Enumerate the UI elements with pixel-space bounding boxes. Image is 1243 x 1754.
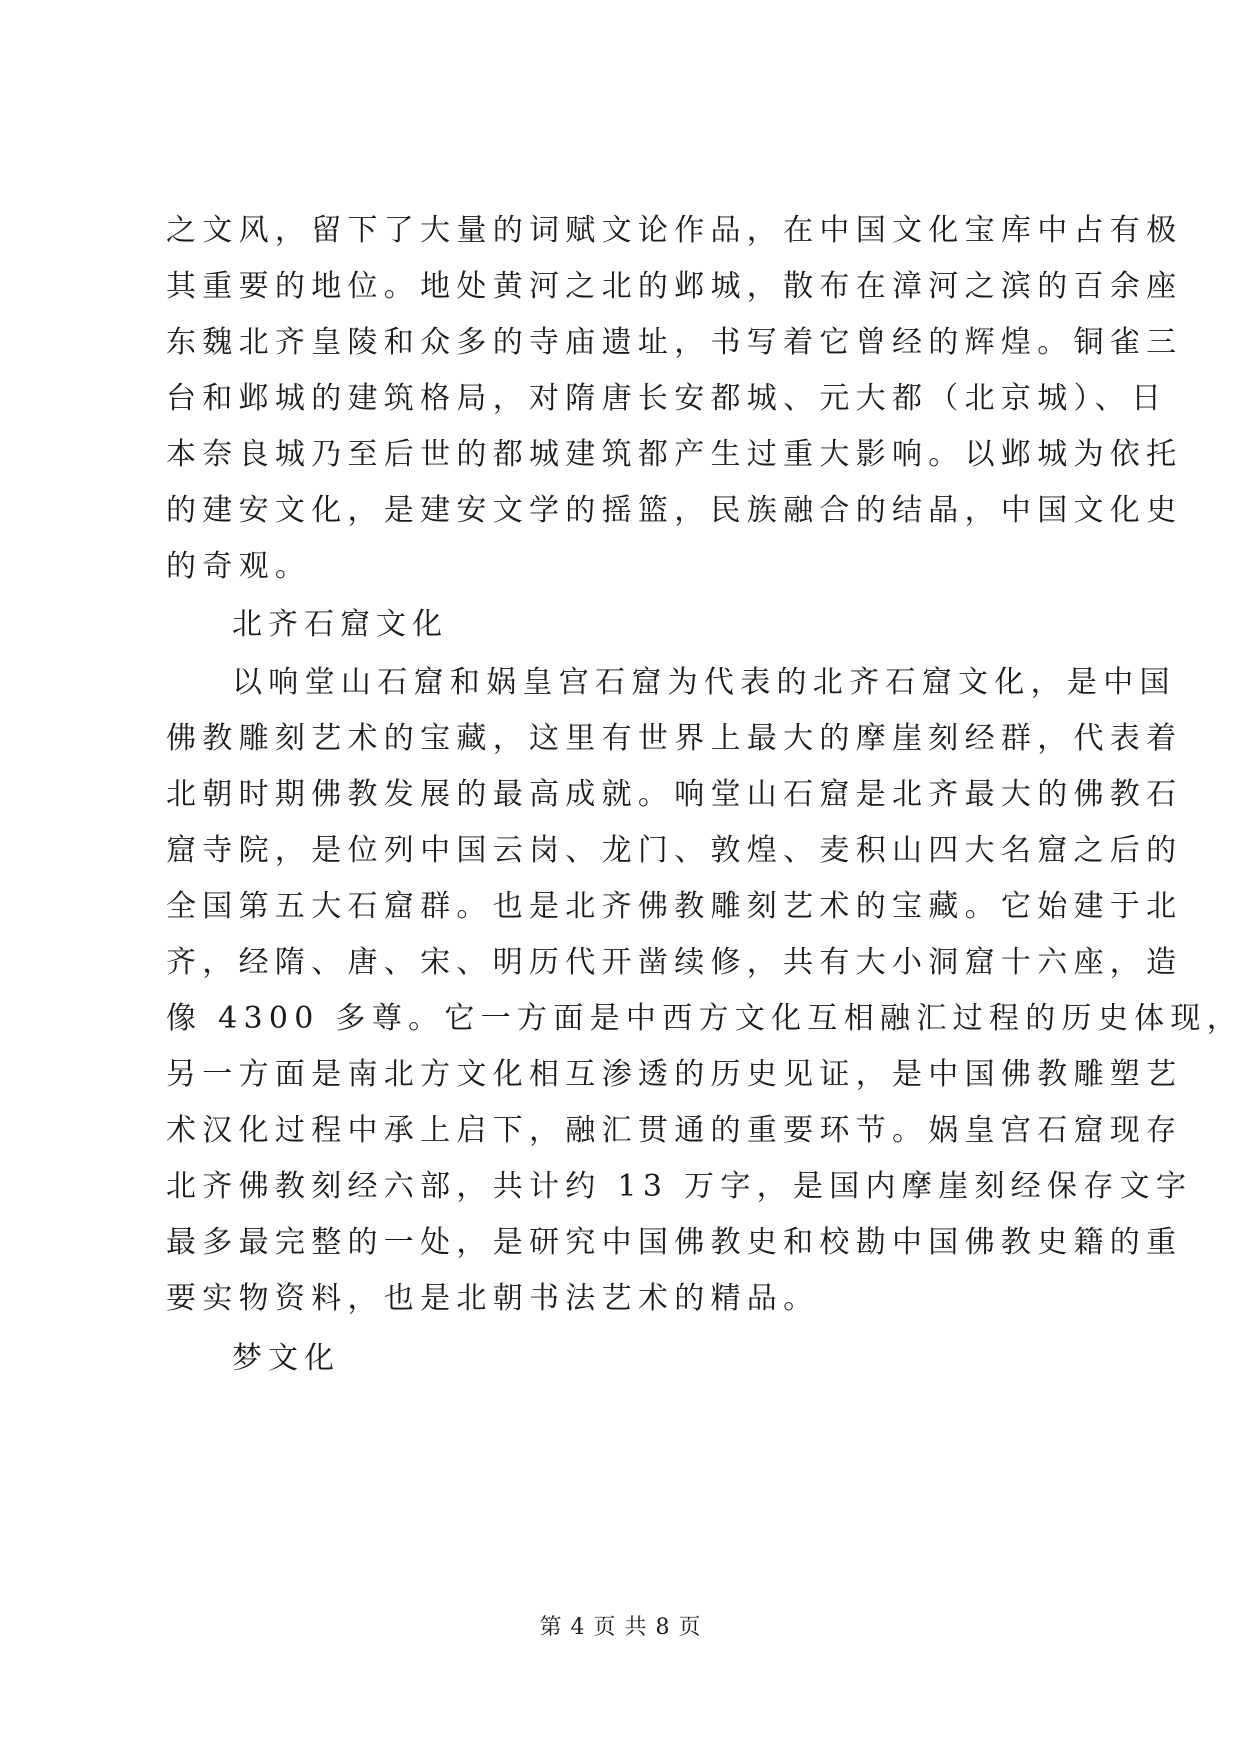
section-heading: 梦文化	[232, 1341, 340, 1376]
paragraph-line: 的建安文化，是建安文学的摇篮，民族融合的结晶，中国文化史	[166, 493, 1183, 528]
paragraph-line: 以响堂山石窟和娲皇宫石窟为代表的北齐石窟文化，是中国	[232, 665, 1176, 700]
paragraph-line: 北朝时期佛教发展的最高成就。响堂山石窟是北齐最大的佛教石	[166, 777, 1183, 812]
paragraph-line: 最多最完整的一处，是研究中国佛教史和校勘中国佛教史籍的重	[166, 1225, 1183, 1260]
paragraph-line: 北齐佛教刻经六部，共计约 13 万字，是国内摩崖刻经保存文字	[166, 1169, 1193, 1204]
paragraph-line: 术汉化过程中承上启下，融汇贯通的重要环节。娲皇宫石窟现存	[166, 1113, 1183, 1148]
paragraph-line: 台和邺城的建筑格局，对隋唐长安都城、元大都（北京城）、日	[166, 381, 1168, 416]
paragraph-line: 东魏北齐皇陵和众多的寺庙遗址，书写着它曾经的辉煌。铜雀三	[166, 325, 1183, 360]
paragraph-line: 全国第五大石窟群。也是北齐佛教雕刻艺术的宝藏。它始建于北	[166, 889, 1183, 924]
paragraph-line: 其重要的地位。地处黄河之北的邺城，散布在漳河之滨的百余座	[166, 269, 1183, 304]
paragraph-line: 窟寺院，是位列中国云岗、龙门、敦煌、麦积山四大名窟之后的	[166, 833, 1183, 868]
paragraph-line: 的奇观。	[166, 549, 312, 584]
paragraph-line: 像 4300 多尊。它一方面是中西方文化互相融汇过程的历史体现，	[166, 1001, 1243, 1036]
page-number-footer: 第 4 页 共 8 页	[539, 1615, 702, 1640]
paragraph-line: 之文风，留下了大量的词赋文论作品，在中国文化宝库中占有极	[166, 213, 1183, 248]
section-heading: 北齐石窟文化	[232, 607, 448, 642]
paragraph-line: 另一方面是南北方文化相互渗透的历史见证，是中国佛教雕塑艺	[166, 1057, 1183, 1092]
paragraph-line: 要实物资料，也是北朝书法艺术的精品。	[166, 1281, 820, 1316]
paragraph-line: 佛教雕刻艺术的宝藏，这里有世界上最大的摩崖刻经群，代表着	[166, 721, 1183, 756]
paragraph-line: 齐，经隋、唐、宋、明历代开凿续修，共有大小洞窟十六座，造	[166, 945, 1183, 980]
paragraph-line: 本奈良城乃至后世的都城建筑都产生过重大影响。以邺城为依托	[166, 437, 1183, 472]
